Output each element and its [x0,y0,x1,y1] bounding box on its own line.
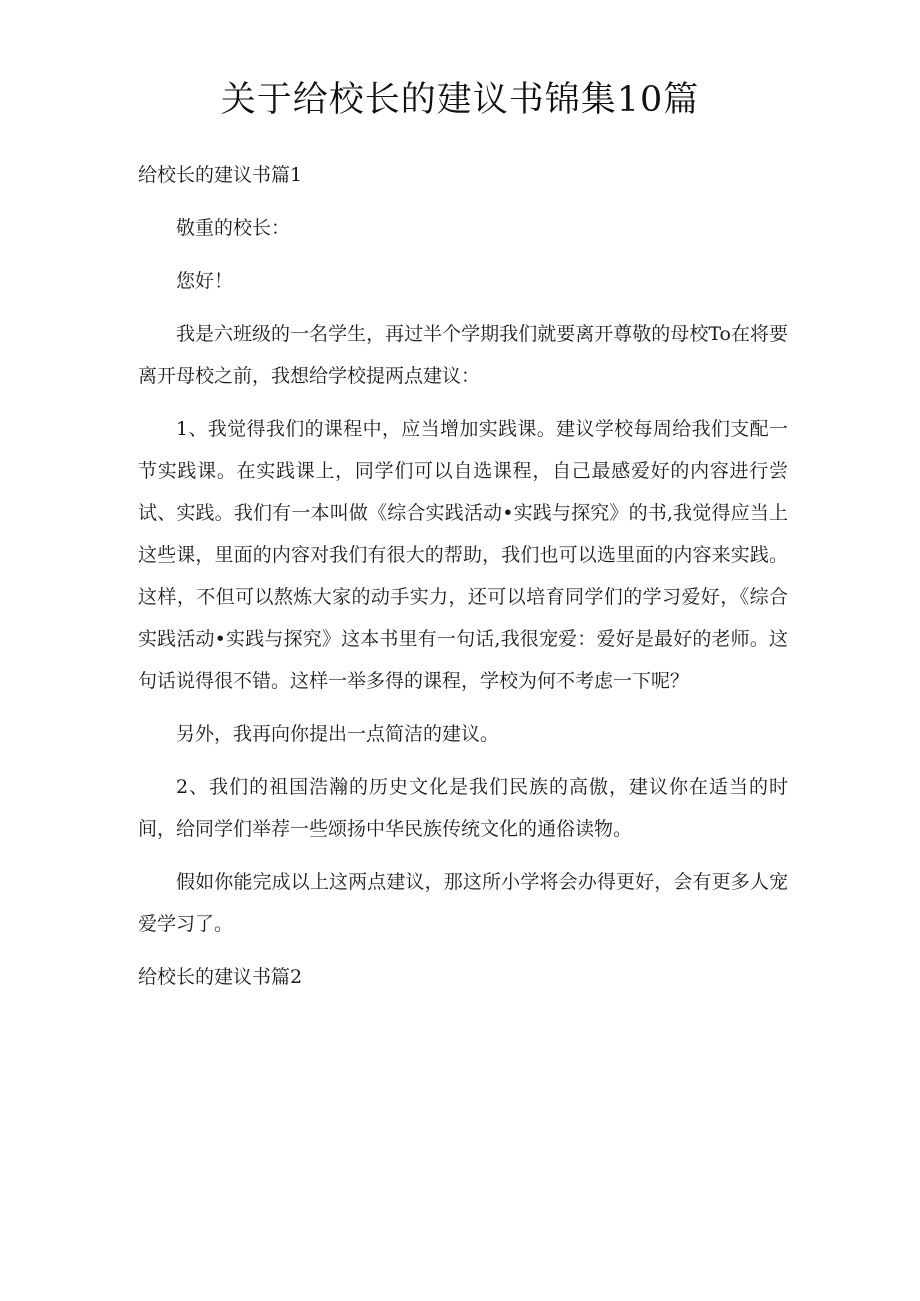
document-title: 关于给校长的建议书锦集10篇 [220,80,700,120]
document-body [138,154,788,1009]
section-heading: 给校长的建议书篇2 [138,966,303,988]
paragraph: 我是六班级的一名学生，再过半个学期我们就要离开尊敬的母校To在将要离开母校之前，我想给学校提两点建议： [138,323,788,387]
paragraph: 1、我觉得我们的课程中，应当增加实践课。建议学校每周给我们支配一节实践课。在实践课上，同学们可以自选课程，自己最感爱好的内容进行尝试、实践。我们有一本叫做《综合实践活动•实践与探究》的书,我觉得应当上这些课，里面的内容对我们有很大的帮助，我们也可以选里面的内容来实践。这样，不但可以熬炼大家的动手实力，还可以培育同学们的学习爱好，《综合实践活动•实践与探究》这本书里有一句话,我很宠爱：爱好是最好的老师。这句话说得很不错。这样一举多得的课程，学校为何不考虑一下呢？ [138,418,788,692]
paragraph: 假如你能完成以上这两点建议，那这所小学将会办得更好，会有更多人宠爱学习了。 [138,871,788,935]
greeting: 您好！ [176,270,234,292]
section-heading: 给校长的建议书篇1 [138,164,303,186]
paragraph: 另外，我再向你提出一点简洁的建议。 [176,723,500,745]
salutation: 敬重的校长： [176,217,291,239]
paragraph: 2、我们的祖国浩瀚的历史文化是我们民族的高傲，建议你在适当的时间，给同学们举荐一些颂扬中华民族传统文化的通俗读物。 [138,776,788,840]
